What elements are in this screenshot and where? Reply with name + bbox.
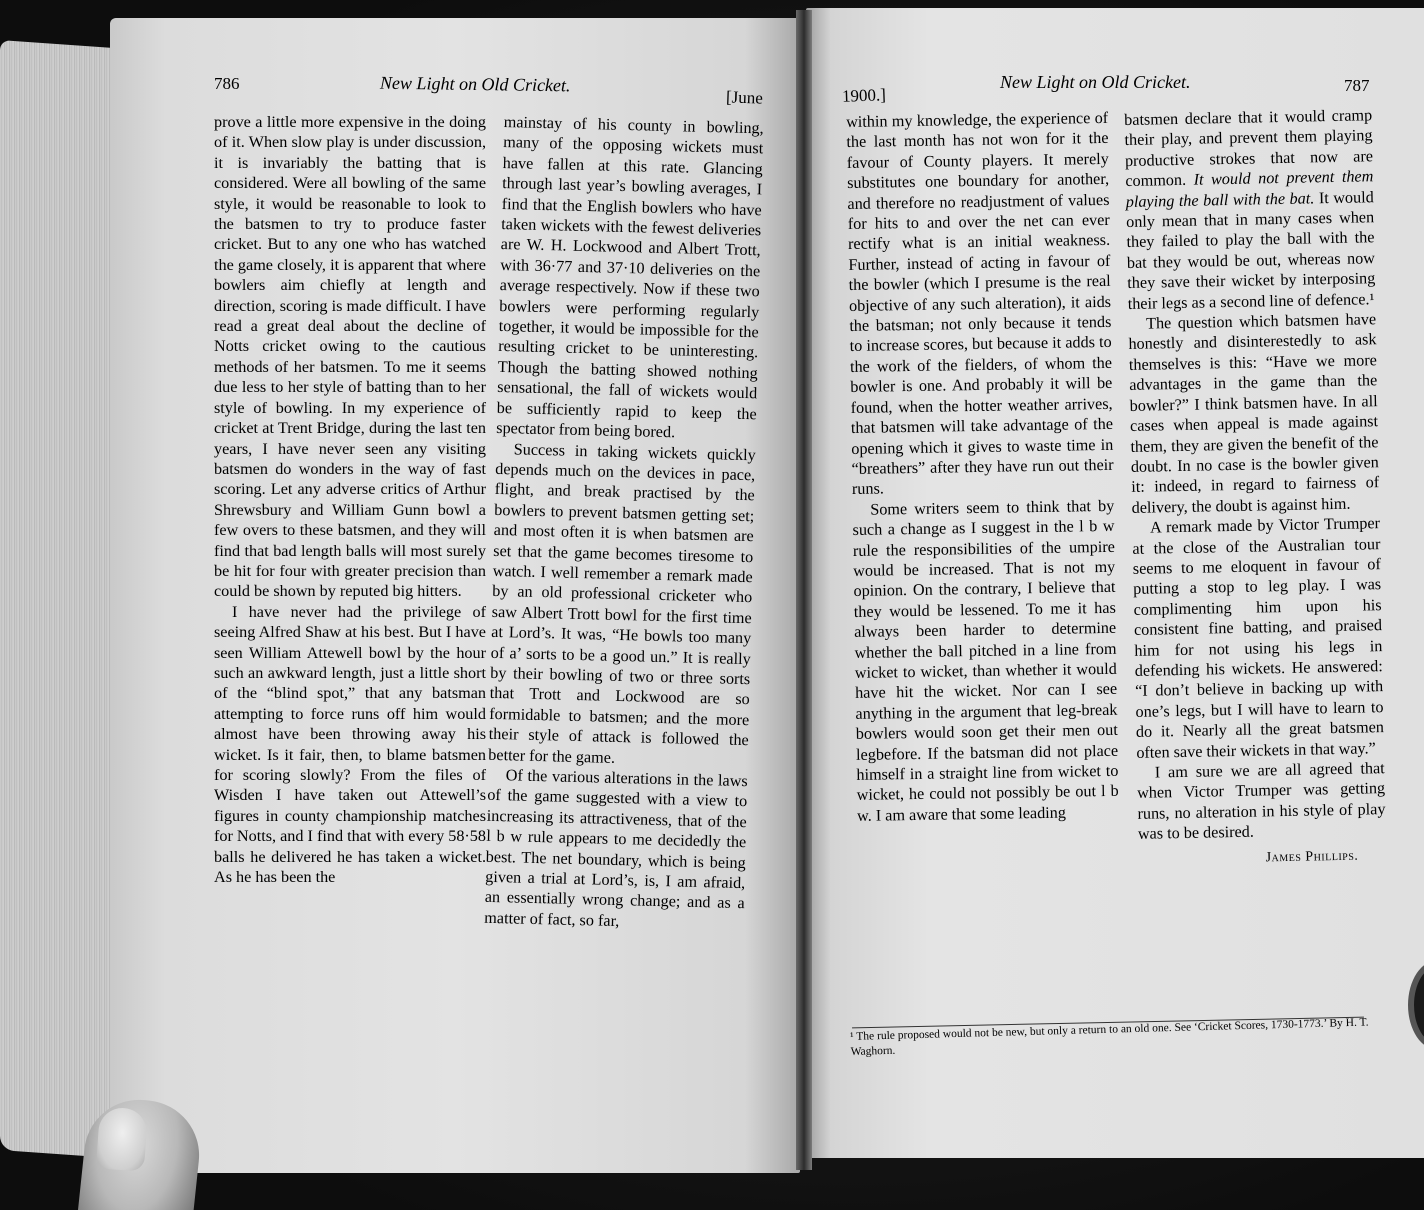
left-column-1 <box>214 112 486 887</box>
paragraph: The question which batsmen have honestly and disinterestedly to ask themselves is this: “Have we more advantages in the game than the bowler?” I think batsmen have. In all cases when appeal is made against them, they are given the benefit of the doubt. In no case is the bowler given it: indeed, in regard to fairness of delivery, the doubt is against him. <box>1128 310 1380 517</box>
thumbnail-nail <box>96 1106 148 1171</box>
left-date-tag: [June <box>725 87 764 108</box>
left-page-number: 786 <box>214 74 240 93</box>
right-column-2 <box>1124 105 1387 871</box>
text-run: It would only mean that in many cases when they failed to play the ball with the bat they would be out, whereas now they save their wicket by interposing their legs as a second line of defence.¹ <box>1125 187 1376 313</box>
paragraph: within my knowledge, the experience of the last month has not won for it the favour of County players. It merely substitutes one boundary for another, and therefore no readjustment of values for hits to and over the net can ever rectify what is an initial weakness. Further, instead of acting in favour of the bowler (which I presume is the real objective of any such alteration), it aids the batsman; not only because it tends to increase scores, but because it adds to the work of the fielders, of whom the bowler is one. And probably it will be found, when the hotter weather arrives, that batsmen will take advantage of the opening which it gives to waste time in “breathers” after they have run out their runs. <box>846 108 1114 499</box>
author-signature: James Phillips. <box>1265 848 1359 866</box>
paragraph: prove a little more expensive in the doing of it. When slow play is under discussion, it is invariably the batting that is considered. Were all bowling of the same style, it would be reasonable to look to the batsmen to try to produce faster cricket. But to any one who has watched the game closely, it is apparent that where bowlers aim chiefly at length and direction, scoring is made difficult. I have read a great deal about the decline of Notts cricket owing to the cautious methods of her batsmen. To me it seems due less to her style of batting than to her style of bowling. In my experience of cricket at Trent Bridge, during the last ten years, I have never seen any visiting batsmen do wonders in the way of fast scoring. Let any adverse critics of Arthur Shrewsbury and William Gunn bowl a few overs to these batsmen, and they will find that bad length balls will most surely be hit for four with greater precision than could be shown by reputed big hitters. <box>214 113 486 601</box>
paragraph: mainstay of his county in bowling, many of the opposing wickets must have fallen at this rate. Glancing through last year’s bowling averages, I find that the English bowlers who have taken wickets with the fewest deliveries are W. H. Lockwood and Albert Trott, with 36·77 and 37·10 deliveries on the average respectively. Now if these two bowlers were performing regularly together, it would be impossible for the resulting cricket to be uninteresting. Though the batting showed nothing sensational, the fall of wickets would be sufficiently rapid to keep the spectator from being bored. <box>496 112 764 442</box>
paragraph: Success in taking wickets quickly depends much on the devices in pace, flight, and break practised by the bowlers to prevent batsmen getting set; and most often it is when batsmen are set that the game becomes tiresome to watch. I well remember a remark made by an old professional cricketer who saw Albert Trott bowl for the first time at Lord’s. It was, “He bowls too many of a’ sorts to be a good un.” It is really by their bowling of two or three sorts that Trott and Lockwood are so formidable to batsmen; and the more their style of attack is followed the better for the game. <box>488 439 756 767</box>
paragraph: I have never had the privilege of seeing Alfred Shaw at his best. But I have seen William Attewell bowl by the hour such an awkward length, just a little short of the “blind spot,” that any batsman attempting to force runs off him would almost have been throwing away his wicket. Is it fair, then, to blame batsmen for scoring slowly? From the files of Wisden I have taken out Attewell’s figures in county championship matches for Notts, and I find that with every 58·58 balls he delivered he has taken a wicket. As he has been the <box>214 602 486 887</box>
paragraph-continued <box>1124 105 1376 314</box>
left-running-title: New Light on Old Cricket. <box>379 72 571 96</box>
right-date-tag: 1900.] <box>841 85 887 106</box>
footnote: ¹ The rule proposed would not be new, but only a return to an old one. See ‘Cricket Scores, 1730-1773.’ By H. T. Waghorn. <box>850 1016 1369 1058</box>
right-running-title: New Light on Old Cricket. <box>1000 72 1191 92</box>
italic-text-run: It would not prevent them playing the ball with the bat. <box>1125 167 1374 211</box>
paragraph: Some writers seem to think that by such a change as I suggest in the l b w rule the responsibilities of the umpire would be increased. That is not my opinion. On the contrary, I believe that they would be lessened. To me it has always been harder to determine whether the ball pitched in a line from wicket to wicket, than whether it would have hit the wicket. Nor can I see anything in the argument that leg-break bowlers would soon get their men out legbefore. If the batsman did not place himself in a straight line from wicket to wicket, he could not possibly be out l b w. I am aware that some leading <box>852 496 1119 825</box>
right-page-number: 787 <box>1344 76 1370 95</box>
right-column-1 <box>846 108 1119 826</box>
paragraph: I am sure we are all agreed that when Victor Trumper was getting runs, no alteration in his style of play was to be desired. <box>1136 759 1386 844</box>
book-gutter <box>796 10 812 1170</box>
text-run: batsmen declare that it would cramp their play, and prevent them playing productive strokes that now are common. <box>1124 106 1374 191</box>
paragraph: A remark made by Victor Trumper at the close of the Australian tour seems to me eloquent in favour of putting a stop to leg play. I was complimenting him upon his consistent fine batting, and praised him for not using his legs in defending his wickets. He answered: “I don’t believe in backing up with one’s legs, but I will have to learn to do it. Nearly all the great batsmen often save their wickets in that way.” <box>1132 514 1385 762</box>
paragraph: Of the various alterations in the laws of the game suggested with a view to increasing its attractiveness, that of the l b w rule appears to me decidedly the best. The net boundary, which is being given a trial at Lord’s, is, I am afraid, an essentially wrong change; and as a matter of fact, so far, <box>484 766 748 930</box>
left-column-2 <box>484 112 764 934</box>
